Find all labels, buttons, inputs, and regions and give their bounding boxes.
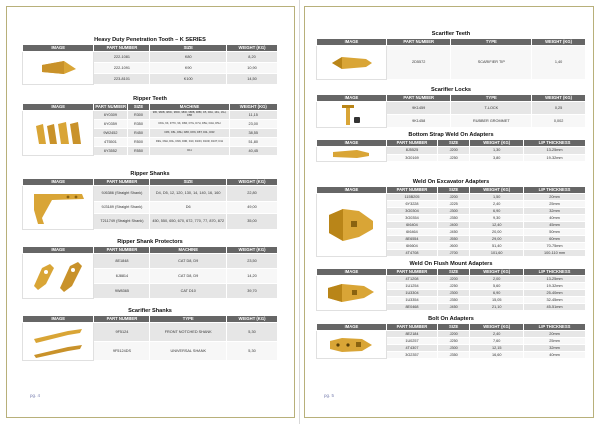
header-size: SIZE	[438, 269, 470, 276]
header-part-number: PART NUMBER	[386, 39, 451, 46]
weight-cell: 38,55	[229, 129, 277, 138]
header-weight: WEIGHT (KG)	[226, 179, 277, 186]
weight-cell: 6,90	[470, 208, 524, 215]
weight-cell: 0,002	[532, 115, 586, 128]
scarifier-lock-icon	[336, 103, 366, 127]
size-cell: J350	[438, 297, 470, 304]
machine-cell: D11	[150, 147, 229, 156]
lip-thickness-cell: 50mm	[524, 229, 586, 236]
size-cell: J200	[438, 276, 470, 283]
header-image: IMAGE	[317, 95, 387, 102]
part-number-cell: 3G0354	[386, 215, 437, 222]
weight-cell: 51,40	[470, 243, 524, 250]
size-cell: J450	[438, 229, 470, 236]
part-number-cell: 8J5525	[386, 147, 437, 155]
header-lip-thickness: LIP THICKNESS	[524, 187, 586, 194]
part-number-cell: 9W8365	[94, 284, 150, 299]
size-cell: J300	[438, 208, 470, 215]
part-number-cell: 222-1091	[94, 63, 150, 74]
ripper-teeth-table	[22, 103, 278, 156]
scarifier-teeth-table	[316, 38, 586, 80]
size-cell: J225	[438, 201, 470, 208]
scarifier-shank-icon	[28, 325, 88, 359]
part-number-cell: 3G0169	[386, 154, 437, 162]
machine-cell: D8K, D8L, D8H, D8R, D8N, D8T, D9L, D9R	[150, 129, 229, 138]
type-cell: T-LOCK	[451, 102, 532, 115]
header-type: TYPE	[150, 316, 227, 323]
section-title-heavy-duty: Heavy Duty Penetration Tooth – K SERIES	[94, 37, 206, 43]
machine-cell: CAT D8, D9	[150, 269, 227, 284]
weight-cell: 49,00	[226, 202, 277, 214]
table-row	[317, 102, 586, 115]
section-title-scarifier-teeth: Scarifier Teeth	[431, 31, 471, 37]
penetration-tooth-icon	[38, 55, 78, 81]
header-machine: MACHINE	[150, 104, 229, 111]
part-number-cell: 9K1458	[386, 115, 451, 128]
weight-cell: 35,00	[226, 214, 277, 230]
weight-cell: 8,20	[226, 52, 277, 63]
right-page	[300, 0, 600, 424]
section-title-bottom-strap: Bottom Strap Weld On Adapters	[408, 132, 494, 138]
header-type: TYPE	[451, 39, 532, 46]
weld-excavator-table	[316, 186, 586, 257]
machine-cell: D9G, D9H, D9L, D9N, D9R, D10, D10N, D10R, D10T, D11	[150, 138, 229, 147]
lip-thickness-cell: 45-51mm	[524, 304, 586, 311]
product-image	[317, 147, 387, 162]
header-size: SIZE	[438, 187, 470, 194]
part-number-cell: 4T1208	[386, 276, 437, 283]
ripper-shank-icon	[28, 188, 88, 228]
bolt-on-table	[316, 323, 586, 359]
ripper-shanks-table	[22, 178, 278, 230]
lip-thickness-cell: 13-25mm	[524, 276, 586, 283]
scarifier-tooth-icon	[326, 49, 376, 77]
part-number-cell: 9W2452	[94, 129, 127, 138]
part-number-cell: 115B205	[386, 194, 437, 201]
header-image: IMAGE	[317, 39, 387, 46]
section-title-weld-flush: Weld On Flush Mount Adapters	[409, 261, 493, 267]
bottom-strap-table	[316, 139, 586, 162]
weight-cell: 12,15	[470, 345, 524, 352]
header-image: IMAGE	[317, 140, 387, 147]
weight-cell: 7,60	[470, 338, 524, 345]
size-cell: K90	[150, 63, 227, 74]
bolt-on-adapter-icon	[326, 333, 376, 357]
header-size: SIZE	[438, 140, 470, 147]
size-cell: J350	[438, 352, 470, 359]
part-number-cell: 4T4708	[386, 250, 437, 257]
type-cell: RUBBER GROMMET	[451, 115, 532, 128]
header-weight: WEIGHT (KG)	[470, 269, 524, 276]
part-number-cell: 222-1081	[94, 52, 150, 63]
weight-cell: 10,90	[226, 63, 277, 74]
weight-cell: 14,50	[226, 74, 277, 85]
size-cell: D4, D5, 12, 120, 130, 14, 140, 16, 160	[150, 186, 227, 202]
header-part-number: PART NUMBER	[386, 269, 437, 276]
product-image	[317, 331, 387, 359]
header-weight: WEIGHT (KG)	[532, 39, 586, 46]
section-title-ripper-shanks: Ripper Shanks	[130, 171, 170, 177]
type-cell: UNIVERSAL SHANK	[150, 342, 227, 361]
part-number-cell: 1U3304	[386, 290, 437, 297]
part-number-cell: 8E6554	[386, 236, 437, 243]
weight-cell: 12,40	[470, 222, 524, 229]
ripper-shank-protectors-table	[22, 246, 278, 299]
lip-thickness-cell: 70-75mm	[524, 243, 586, 250]
lip-thickness-cell: 25-40mm	[524, 290, 586, 297]
weight-cell: 22,80	[226, 186, 277, 202]
part-number-cell: 2D5572	[386, 46, 451, 80]
header-size: SIZE	[127, 104, 150, 111]
weight-cell: 15,05	[470, 297, 524, 304]
part-number-cell: 9F5124DS	[94, 342, 150, 361]
weight-cell: 1,40	[532, 46, 586, 80]
header-part-number: PART NUMBER	[95, 104, 127, 109]
weight-cell: 40,45	[229, 147, 277, 156]
bottom-strap-adapter-icon	[329, 147, 373, 161]
weight-cell: 5,30	[226, 342, 277, 361]
product-image	[23, 323, 94, 361]
table-row	[23, 323, 278, 342]
size-cell: J300	[438, 290, 470, 297]
size-cell: J250	[438, 154, 470, 162]
size-cell: J450	[438, 304, 470, 311]
header-lip-thickness: LIP THICKNESS	[524, 269, 586, 276]
lip-thickness-cell: 19-32mm	[524, 154, 586, 162]
size-cell: R300	[127, 111, 150, 120]
header-image: IMAGE	[23, 104, 94, 111]
weight-cell: 0,25	[532, 102, 586, 115]
weight-cell: 16,60	[470, 352, 524, 359]
section-title-scarifier-shanks: Scarifier Shanks	[128, 308, 172, 314]
weight-cell: 11,15	[229, 111, 277, 120]
part-number-cell: 6I6604	[386, 243, 437, 250]
size-cell: J400	[438, 222, 470, 229]
part-number-cell: 6Y0309	[94, 111, 127, 120]
part-number-cell: 223-8101	[94, 74, 150, 85]
header-image: IMAGE	[23, 247, 94, 254]
header-image: IMAGE	[23, 45, 94, 52]
header-weight: WEIGHT (KG)	[532, 95, 586, 102]
part-number-cell: 6I6464	[386, 229, 437, 236]
header-part-number: PART NUMBER	[94, 179, 150, 186]
section-title-weld-excavator: Weld On Excavator Adapters	[412, 179, 490, 185]
part-number-cell: 1U3354	[386, 297, 437, 304]
table-row	[23, 111, 278, 120]
size-cell: R500	[127, 138, 150, 147]
ripper-teeth-icon	[33, 118, 83, 148]
header-weight: WEIGHT (KG)	[470, 324, 524, 331]
weight-cell: 9,30	[470, 215, 524, 222]
weight-cell: 2,40	[470, 201, 524, 208]
weight-cell: 5,60	[470, 283, 524, 290]
lip-thickness-cell: 40mm	[524, 352, 586, 359]
part-number-cell: 1U0257	[386, 338, 437, 345]
heavy-duty-table	[22, 44, 278, 85]
part-number-cell: 9F5124	[94, 323, 150, 342]
weight-cell: 1,50	[470, 194, 524, 201]
size-cell: J300	[438, 345, 470, 352]
product-image	[23, 111, 94, 156]
size-cell: J600	[438, 243, 470, 250]
section-title-scarifier-locks: Scarifier Locks	[430, 87, 472, 93]
section-title-ripper-teeth: Ripper Teeth	[133, 96, 167, 102]
lip-thickness-cell: 13-25mm	[524, 147, 586, 155]
scarifier-locks-table	[316, 94, 586, 128]
part-number-cell: 8E2184	[386, 331, 437, 338]
lip-thickness-cell: 100-110 mm	[524, 250, 586, 257]
size-cell: 450, 550, 650, 670, 672, 770, 77, 870, 872	[150, 214, 227, 230]
lip-thickness-cell: 25mm	[524, 338, 586, 345]
lip-thickness-cell: 32mm	[524, 345, 586, 352]
header-weight: WEIGHT (KG)	[470, 140, 524, 147]
header-image: IMAGE	[317, 324, 387, 331]
part-number-cell: 6I6404	[386, 222, 437, 229]
part-number-cell: 9K1459	[386, 102, 451, 115]
header-lip-thickness: LIP THICKNESS	[524, 324, 586, 331]
header-part-number: PART NUMBER	[386, 324, 437, 331]
weight-cell: 29,00	[470, 236, 524, 243]
part-number-cell: 9J6386 (Straight Shank)	[94, 186, 150, 202]
lip-thickness-cell: 45mm	[524, 222, 586, 229]
header-image: IMAGE	[317, 269, 387, 276]
size-cell: J200	[438, 147, 470, 155]
lip-thickness-cell: 40mm	[524, 215, 586, 222]
lip-thickness-cell: 20mm	[524, 194, 586, 201]
size-cell: J200	[438, 331, 470, 338]
product-image	[317, 194, 387, 257]
header-machine: MACHINE	[150, 247, 227, 254]
shank-protector-icon	[28, 258, 88, 294]
weight-cell: 3,80	[470, 154, 524, 162]
header-weight: WEIGHT (KG)	[226, 45, 277, 52]
page-number: pg. 4	[30, 393, 41, 398]
table-row	[317, 276, 586, 283]
weight-cell: 39,70	[226, 284, 277, 299]
weight-cell: 101,60	[470, 250, 524, 257]
part-number-cell: T211749 (Straight Shank)	[94, 214, 150, 230]
size-cell: J200	[438, 194, 470, 201]
part-number-cell: 8E1848	[94, 254, 150, 269]
header-lip-thickness: LIP THICKNESS	[524, 140, 586, 147]
header-weight: WEIGHT (KG)	[229, 104, 277, 111]
size-cell: J250	[438, 338, 470, 345]
lip-thickness-cell: 19-32mm	[524, 283, 586, 290]
weight-cell: 23,50	[226, 254, 277, 269]
table-row	[23, 52, 278, 63]
header-part-number: PART NUMBER	[94, 247, 150, 254]
product-image	[23, 52, 94, 85]
header-part-number: PART NUMBER	[386, 140, 437, 147]
weld-flush-table	[316, 268, 586, 311]
header-part-number: PART NUMBER	[386, 95, 451, 102]
header-image: IMAGE	[23, 316, 94, 323]
product-image	[317, 46, 387, 80]
part-number-cell: 3G2357	[386, 352, 437, 359]
part-number-cell: 4T4307	[386, 345, 437, 352]
header-image: IMAGE	[23, 179, 94, 186]
part-number-cell: 6Y0359	[94, 120, 127, 129]
size-cell: J250	[438, 283, 470, 290]
lip-thickness-cell: 32mm	[524, 208, 586, 215]
header-image: IMAGE	[317, 187, 387, 194]
table-row	[317, 147, 586, 155]
part-number-cell: 3G0304	[386, 208, 437, 215]
weight-cell: 21,10	[470, 304, 524, 311]
section-title-ripper-shank-protectors: Ripper Shank Protectors	[117, 239, 183, 245]
machine-cell: CAT D8, D9	[150, 254, 227, 269]
product-image	[317, 276, 387, 311]
header-size: SIZE	[150, 45, 227, 52]
page-number: pg. 5	[324, 393, 335, 398]
weight-cell: 20,00	[470, 229, 524, 236]
table-row	[317, 331, 586, 338]
product-image	[317, 102, 387, 128]
header-weight: WEIGHT (KG)	[226, 247, 277, 254]
weight-cell: 1,30	[470, 147, 524, 155]
size-cell: R550	[127, 147, 150, 156]
header-size: SIZE	[438, 324, 470, 331]
weight-cell: 5,30	[226, 323, 277, 342]
size-cell: R350	[127, 120, 150, 129]
weight-cell: 6,90	[470, 290, 524, 297]
flush-mount-adapter-icon	[324, 278, 378, 308]
product-image	[23, 254, 94, 299]
lip-thickness-cell: 60mm	[524, 236, 586, 243]
lip-thickness-cell: 25mm	[524, 201, 586, 208]
table-row	[23, 186, 278, 202]
scarifier-shanks-table	[22, 315, 278, 361]
header-weight: WEIGHT (KG)	[470, 187, 524, 194]
header-weight: WEIGHT (KG)	[226, 316, 277, 323]
part-number-cell: 6Y3552	[94, 147, 127, 156]
weight-cell: 2,00	[470, 276, 524, 283]
table-row	[23, 254, 278, 269]
size-cell: K100	[150, 74, 227, 85]
lip-thickness-cell: 20mm	[524, 331, 586, 338]
type-cell: FRONT NOTCHED SHANK	[150, 323, 227, 342]
machine-cell: 980, 980B, 980C, 980D, 980F, 988B, 988F, D5, D6H, 16G, 16H, D5B	[150, 111, 229, 120]
table-row	[317, 194, 586, 201]
weight-cell: 51,80	[229, 138, 277, 147]
lip-thickness-cell: 32-45mm	[524, 297, 586, 304]
size-cell: J550	[438, 236, 470, 243]
header-part-number: PART NUMBER	[386, 187, 437, 194]
header-type: TYPE	[451, 95, 532, 102]
weight-cell: 2,40	[470, 331, 524, 338]
part-number-cell: 4T5501	[94, 138, 127, 147]
header-part-number: PART NUMBER	[94, 45, 150, 52]
part-number-cell: 1U1254	[386, 283, 437, 290]
weight-cell: 14,20	[226, 269, 277, 284]
size-cell: J700	[438, 250, 470, 257]
part-number-cell: 6J8814	[94, 269, 150, 284]
size-cell: K80	[150, 52, 227, 63]
size-cell: R450	[127, 129, 150, 138]
product-image	[23, 186, 94, 230]
machine-cell: CAT D10	[150, 284, 227, 299]
type-cell: SCARIFIER TIP	[451, 46, 532, 80]
size-cell: J350	[438, 215, 470, 222]
excavator-adapter-icon	[323, 203, 379, 247]
header-size: SIZE	[150, 179, 227, 186]
weight-cell: 23,00	[229, 120, 277, 129]
table-row	[317, 46, 586, 80]
part-number-cell: 9J3189 (Straight Shank)	[94, 202, 150, 214]
machine-cell: D6G, 6K, 977K, 9K, D6R, D7G, D7H, D5H, D4H, D5H	[150, 120, 229, 129]
size-cell: D6	[150, 202, 227, 214]
part-number-cell: 8E0468	[386, 304, 437, 311]
part-number-cell: 6Y3228	[386, 201, 437, 208]
section-title-bolt-on: Bolt On Adapters	[428, 316, 474, 322]
header-part-number: PART NUMBER	[94, 316, 150, 323]
